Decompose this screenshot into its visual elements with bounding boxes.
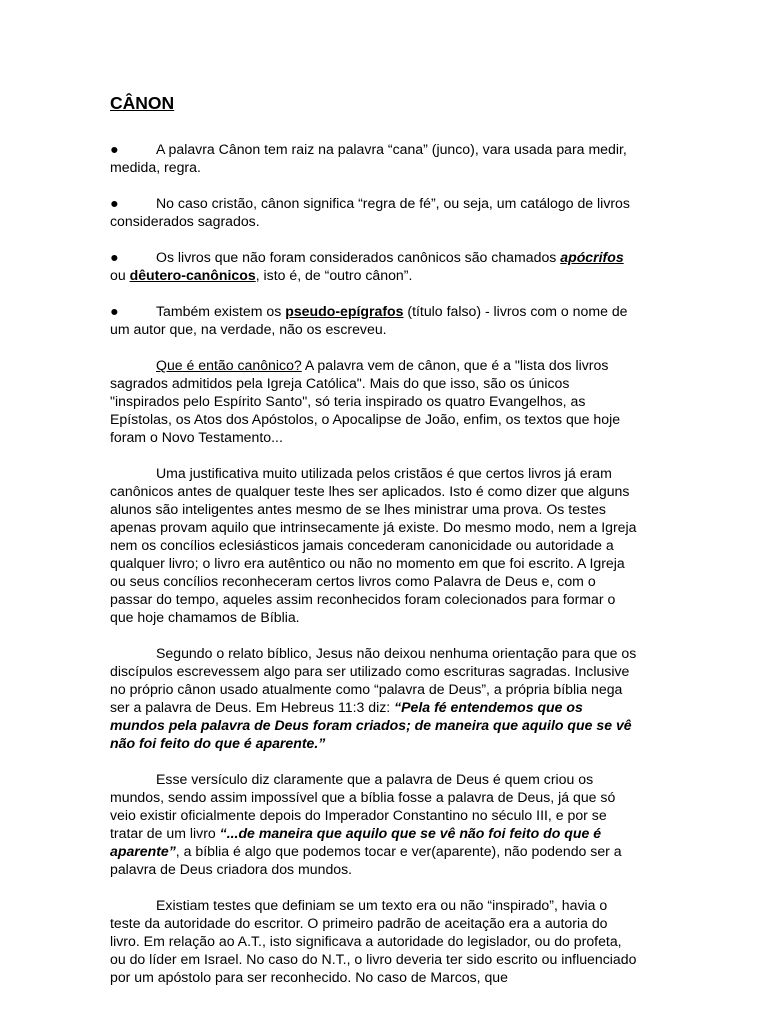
bullet-text-4-post: (título falso) - livros com o nome de um autor que, na verdade, não os escreveu. [110, 303, 628, 337]
bullet-text-3-post: , isto é, de “outro cânon”. [255, 267, 413, 283]
paragraph-4-post: , a bíblia é algo que podemos tocar e ver(aparente), não podendo ser a palavra de Deus criadora dos mundos. [110, 843, 622, 877]
bullet-icon: ● [110, 303, 119, 319]
bullet-text-3-mid: ou [110, 267, 130, 283]
question-canonico: Que é então canônico? [156, 357, 302, 373]
bullet-item-3 [110, 248, 640, 284]
quote-aparente: “...de maneira que aquilo que se vê não foi feito do que é aparente” [110, 825, 602, 859]
bullet-text-4-pre: Também existem os [156, 303, 286, 319]
bullet-item-4 [110, 302, 640, 338]
paragraph-5-text: Existiam testes que definiam se um texto era ou não “inspirado”, havia o teste da autoridade do escritor. O primeiro padrão de aceitação era a autoria do livro. Em relação ao A.T., isto significava a autoridade do legislador, ou do profeta, ou do líder em Israel. No caso do N.T., o livro deveria ter sido escrito ou influenciado por um apóstolo para ser reconhecido. No caso de Marcos, que [110, 897, 637, 985]
paragraph-relato-biblico [110, 644, 640, 752]
term-apocrifos: apócrifos [560, 249, 624, 265]
bullet-text-2: No caso cristão, cânon significa “regra de fé”, ou seja, um catálogo de livros considerados sagrados. [110, 195, 630, 229]
bullet-item-1 [110, 140, 640, 176]
paragraph-versiculo [110, 770, 640, 878]
quote-hebreus: “Pela fé entendemos que os mundos pela palavra de Deus foram criados; de maneira que aquilo que se vê não foi feito do que é aparente.” [110, 699, 632, 751]
bullet-item-2 [110, 194, 640, 230]
term-pseudo-epigrafos: pseudo-epígrafos [285, 303, 404, 319]
document-page [110, 92, 640, 1004]
bullet-text-1: A palavra Cânon tem raiz na palavra “cana” (junco), vara usada para medir, medida, regra. [110, 141, 627, 175]
paragraph-justificativa [110, 464, 640, 626]
paragraph-4-pre: Esse versículo diz claramente que a palavra de Deus é quem criou os mundos, sendo assim impossível que a bíblia fosse a palavra de Deus, já que só veio existir oficialmente depois do Imperador Constantino no século III, e por se tratar de um livro [110, 771, 616, 841]
bullet-icon: ● [110, 141, 119, 157]
paragraph-canonico [110, 356, 640, 446]
bullet-icon: ● [110, 249, 119, 265]
bullet-text-3-pre: Os livros que não foram considerados canônicos são chamados [156, 249, 561, 265]
paragraph-2-text: Uma justificativa muito utilizada pelos cristãos é que certos livros já eram canônicos antes de qualquer teste lhes ser aplicados. Isto é como dizer que alguns alunos são inteligentes antes mesmo de se lhes ministrar uma prova. Os testes apenas provam aquilo que intrinsecamente já existe. Do mesmo modo, nem a Igreja nem os concílios eclesiásticos jamais concederam canonicidade ou autoridade a qualquer livro; o livro era autêntico ou não no momento em que foi escrito. A Igreja ou seus concílios reconheceram certos livros como Palavra de Deus e, com o passar do tempo, aqueles assim reconhecidos foram colecionados para formar o que hoje chamamos de Bíblia. [110, 465, 637, 625]
bullet-icon: ● [110, 195, 119, 211]
paragraph-3-text: Segundo o relato bíblico, Jesus não deixou nenhuma orientação para que os discípulos escrevessem algo para ser utilizado como escrituras sagradas. Inclusive no próprio cânon usado atualmente como “palavra de Deus”, a própria bíblia nega ser a palavra de Deus. Em Hebreus 11:3 diz: [110, 645, 637, 715]
page-title: CÂNON [110, 93, 175, 113]
paragraph-testes [110, 896, 640, 986]
paragraph-1-text: A palavra vem de cânon, que é a "lista dos livros sagrados admitidos pela Igreja Católica". Mais do que isso, são os únicos "inspirados pelo Espírito Santo", só teria inspirado os quatro Evangelhos, as Epístolas, os Atos dos Apóstolos, o Apocalipse de João, enfim, os textos que hoje foram o Novo Testamento... [110, 357, 621, 445]
term-deutero-canonicos: dêutero-canônicos [129, 267, 256, 283]
